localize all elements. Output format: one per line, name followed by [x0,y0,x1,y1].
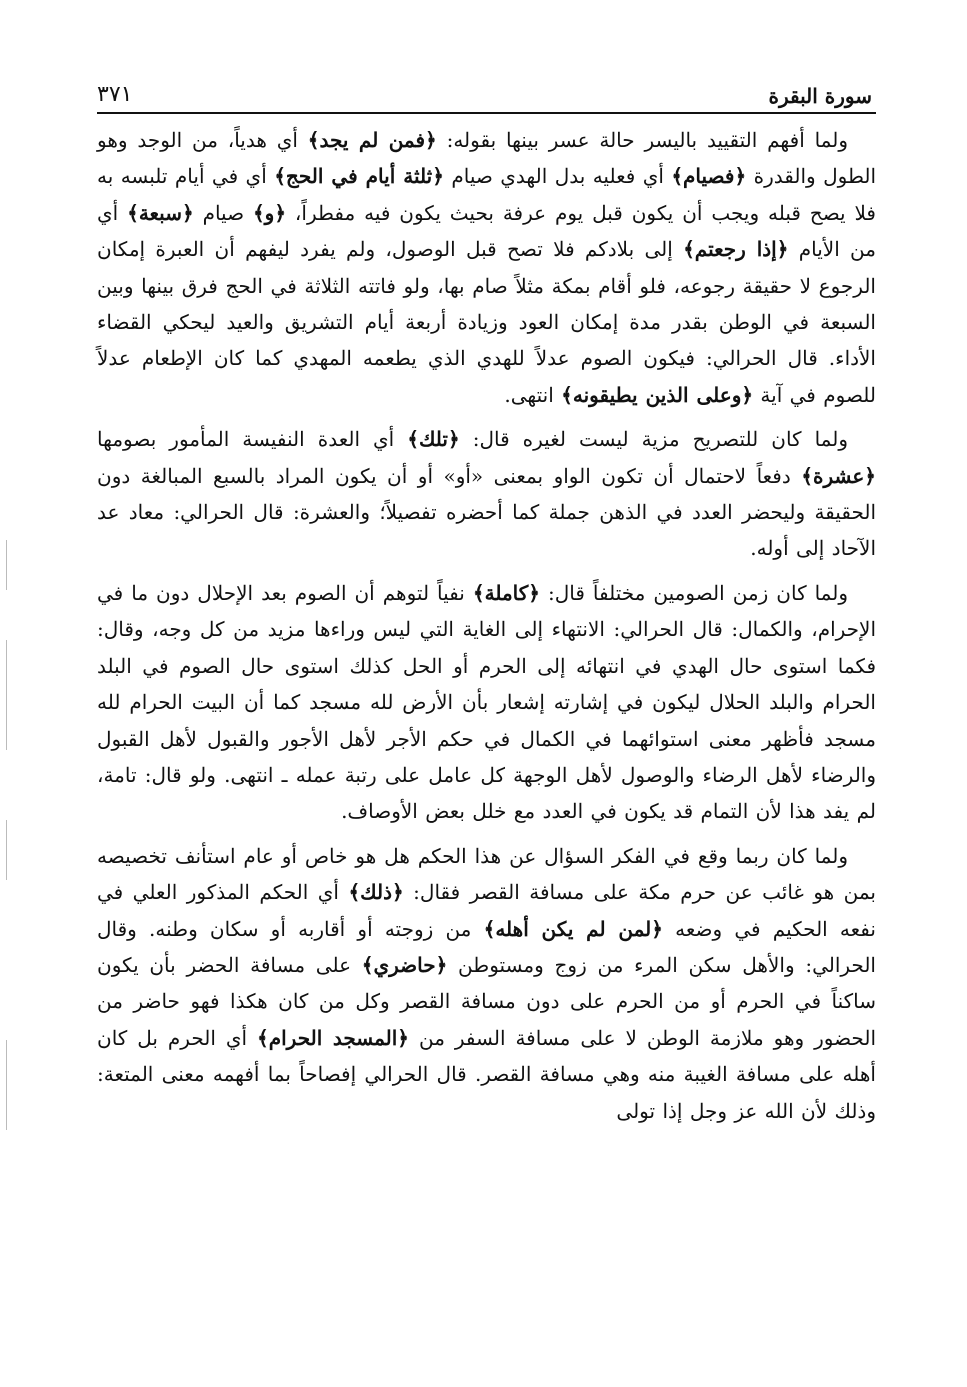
scan-mark [6,820,7,880]
quran-quote: ﴿إذا رجعتم﴾ [683,237,789,262]
quran-quote: ﴿تلك﴾ [407,427,460,452]
scan-mark [6,1040,7,1130]
paragraph-4 [97,838,876,1129]
quran-quote: ﴿كاملة﴾ [472,580,540,605]
text-run: أي الحكم المذكور العلي في نفعه الحكيم في وضعه [97,880,876,941]
text-run: على مسافة الحضر بأن يكون ساكناً في الحرم أو من الحرم على دون مسافة القصر وكل من كان هكذا فهو حاضر من الحضور وهو ملازمة الوطن لا على مسافة السفر من [97,952,876,1050]
text-run: دفعاً لاحتمال أن تكون الواو بمعنى «أو» أو أن يكون المراد بالسبع المبالغة دون الحقيقة وليحضر العدد في الذهن جملة كما أحضره تفصيلاً؛ والعشرة: قال الحرالي: معاد عد الآحاد إلى أوله. [97,463,877,561]
paragraph-3 [97,575,876,830]
text-run: من زوجته أو أقاربه أو سكان وطنه. وقال الحرالي: والأهل سكن المرء من زوج ومستوطن [97,916,876,977]
paragraph-1 [97,122,876,413]
page-header [97,78,876,114]
text-run: أي العدة النفيسة المأمور بصومها [97,427,408,452]
quran-quote: ﴿المسجد الحرام﴾ [257,1025,410,1050]
text-run: ولما كان ربما وقع في الفكر السؤال عن هذا الحكم هل هو خاص أو عام استأنف تخصيصه بمن هو غائب عن حرم مكة على مسافة القصر فقال: [97,843,876,905]
text-run: نفياً لتوهم أن الصوم بعد الإحلال دون ما في الإحرام، والكمال: قال الحرالي: الانتهاء إلى الغاية التي ليس وراءها مزيد من كل وجه، وقال: فكما استوى حال الهدي في انتهائه إلى الحرم أو الحل كذلك استوى حال الصوم في البلد الحرام والبلد الحلال ليكون في إشارته إشعار بأن الأرض لله مسجد كما أن البيت الحرام لله مسجد فأظهر معنى استوائهما في الكمال في حكم الأجر لأهل الأجور والقبول لأهل القبول والرضاء لأهل الرضاء والوصول لأهل الوجهة كل عامل على رتبة عمله ـ انتهى. ولو قال: تامة، لم يفد هذا لأن التمام قد يكون في العدد مع خلل بعض الأوصاف. [97,580,876,824]
scan-mark [6,640,7,750]
quran-quote: ﴿لمن لم يكن أهله﴾ [483,916,663,941]
text-run: أي من الأيام [97,200,876,262]
text-run: أي في أيام تلبسه به فلا يصح قبله ويجب أن يكون قبل يوم عرفة بحيث يكون فيه مفطراً، [97,164,876,225]
quran-quote: ﴿سبعة﴾ [127,200,194,225]
page-number: ٣٧١ [97,82,133,107]
quran-quote: ﴿عشرة﴾ [801,463,876,488]
body-text [97,122,876,1129]
scan-margin-marks [6,0,10,1387]
text-run: أي هدياً، من الوجد وهو الطول والقدرة [97,128,876,189]
text-run: ولما كان زمن الصومين مختلفاً قال: [539,580,848,605]
text-run: ولما أفهم التقييد باليسر حالة عسر بينها بقوله: [436,128,848,152]
text-run: أي فعليه بدل الهدي صيام [443,164,672,189]
scan-mark [6,540,7,590]
sura-title: سورة البقرة [768,84,872,108]
quran-quote: ﴿وعلى الذين يطيقونه﴾ [561,382,754,407]
quran-quote: ﴿و﴾ [252,200,287,225]
text-run: ولما كان للتصريح مزية ليست لغيره قال: [459,427,848,452]
quran-quote: ﴿فصيام﴾ [671,164,747,189]
book-page [97,78,876,1368]
text-run: صيام [193,200,253,225]
quran-quote: ﴿ثلثة أيام في الحج﴾ [274,164,444,189]
text-run: انتهى. [504,382,562,407]
text-run: أي الحرم بل كان أهله على مسافة الغيبة منه وهي مسافة القصر. قال الحرالي إفصاحاً بما أفهمه معنى المتعة: وذلك لأن الله عز وجل إذا تولى [97,1025,876,1123]
paragraph-2 [97,421,876,567]
quran-quote: ﴿فمن لم يجد﴾ [307,128,437,152]
quran-quote: ﴿ذلك﴾ [348,880,404,905]
quran-quote: ﴿حاضري﴾ [361,952,448,977]
text-run: إلى بلادكم فلا تصح قبل الوصول، ولم يفرد ليفهم أن العبرة إمكان الرجوع لا حقيقة رجوعه، فلو أقام بمكة مثلاً صام بها، ولو فاتته الثلاثة في الحج فرق بينها وبين السبعة في الوطن بقدر مدة إمكان العود وزيادة أربعة أيام التشريق والعيد ليحكي القضاء الأداء. قال الحرالي: فيكون الصوم عدلاً للهدي الذي يطعمه المهدي كما كان الإطعام عدلاً للصوم في آية [97,237,876,407]
